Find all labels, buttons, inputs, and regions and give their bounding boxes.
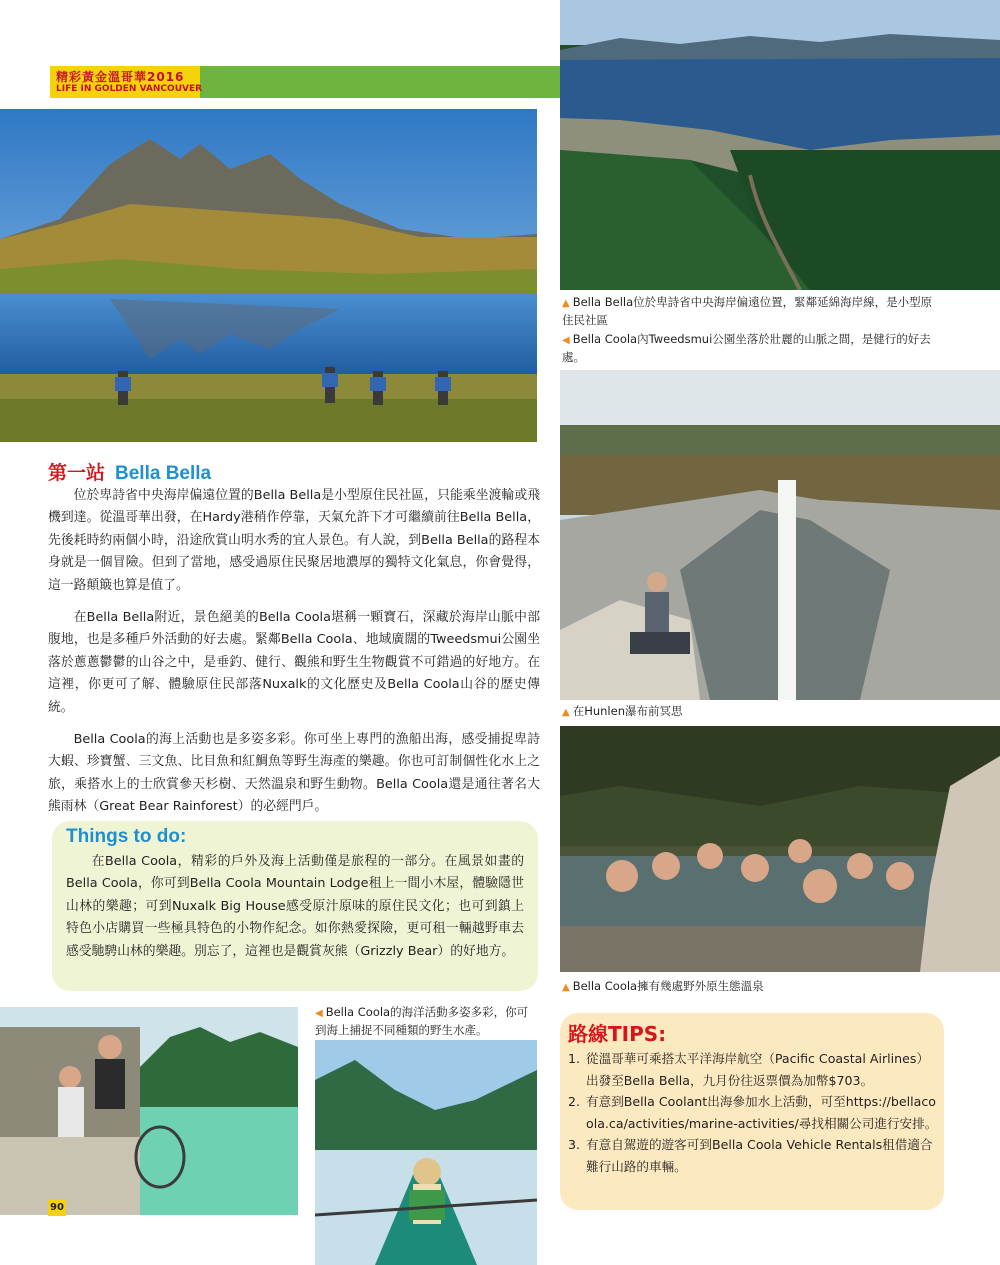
triangle-left-icon: ◀ xyxy=(315,1008,323,1019)
magazine-title-en: LIFE IN GOLDEN VANCOUVER xyxy=(56,84,203,94)
boat-fishing-photo xyxy=(0,1007,298,1215)
magazine-title-cn: 精彩黃金溫哥華2016 xyxy=(56,70,185,84)
hotspring-photo xyxy=(560,726,1000,972)
triangle-up-icon: ▲ xyxy=(562,298,570,309)
caption-aerial: ▲ Bella Bella位於卑詩省中央海岸偏遠位置，緊鄰延綿海岸線，是小型原住民社區 xyxy=(562,295,933,327)
triangle-up-icon: ▲ xyxy=(562,707,570,718)
article-paragraph: Bella Coola的海上活動也是多姿多彩。你可坐上專門的漁船出海，感受捕捉卑詩大蝦、珍寶蟹、三文魚、比目魚和紅鯛魚等野生海產的樂趣。你也可訂制個性化水上之旅，乘搭水上的士欣賞參天杉樹、天然溫泉和野生動物。Bella Coola還是通往著名大熊雨林（Great Bear Rainforest）的必經門戶。 xyxy=(48,732,540,815)
caption-waterfall: ▲ 在Hunlen瀑布前冥思 xyxy=(562,704,683,718)
mountain-lake-photo xyxy=(0,109,537,442)
route-tips-title: 路線TIPS: xyxy=(568,1022,667,1046)
tip-item: 2. 有意到Bella Coolant出海參加水上活動，可至https://bellacoola.ca/activities/marine-activities/尋找相關公司進行安排。 xyxy=(568,1094,938,1131)
page-number: 90 xyxy=(48,1200,66,1216)
caption-park: ◀ Bella Coola內Tweedsmui公園坐落於壯麗的山脈之間，是健行的好去處。 xyxy=(562,332,931,364)
article-body xyxy=(48,485,540,819)
route-tips-list xyxy=(568,1048,938,1178)
article-paragraph: 在Bella Bella附近，景色絕美的Bella Coola堪稱一顆寶石，深藏於海岸山脈中部腹地，也是多種戶外活動的好去處。緊鄰Bella Coola、地域廣闊的Tweedsmui公園坐落於蔥蔥鬱鬱的山谷之中，是垂釣、健行、觀熊和野生生物觀賞不可錯過的好地方。在這裡，你更可了解、體驗原住民部落Nuxalk的文化歷史及Bella Coola山谷的歷史傳統。 xyxy=(48,610,540,715)
caption-ocean: ◀ Bella Coola的海洋活動多姿多彩，你可到海上捕捉不同種類的野生水產。 xyxy=(315,1005,529,1037)
waterfall-photo xyxy=(560,370,1000,700)
tip-item: 3. 有意自駕遊的遊客可到Bella Coola Vehicle Rentals租借適合難行山路的車輛。 xyxy=(568,1137,933,1174)
kayak-photo xyxy=(315,1040,537,1265)
triangle-up-icon: ▲ xyxy=(562,982,570,993)
section-title: 第一站 Bella Bella xyxy=(48,462,212,484)
things-to-do-body: 在Bella Coola，精彩的戶外及海上活動僅是旅程的一部分。在風景如畫的Bella Coola，你可到Bella Coola Mountain Lodge租上一間小木屋，體驗隱世山林的樂趣；可到Nuxalk Big House感受原汁原味的原住民文化；也可到鎮上特色小店購買一些極具特色的小物作紀念。如你熱愛探險，更可租一輛越野車去感受馳騁山林的樂趣。別忘了，這裡也是觀賞灰熊（Grizzly Bear）的好地方。 xyxy=(66,854,524,959)
triangle-left-icon: ◀ xyxy=(562,335,570,346)
article-paragraph: 位於卑詩省中央海岸偏遠位置的Bella Bella是小型原住民社區，只能乘坐渡輪或飛機到達。從溫哥華出發，在Hardy港稍作停靠，天氣允許下才可繼續前往Bella Bella，先後耗時約兩個小時，沿途欣賞山明水秀的宜人景色。有人說，到Bella Bella的路程本身就是一個冒險。但到了當地，感受過原住民聚居地濃厚的獨特文化氣息，你會覺得，這一路顛簸也算是值了。 xyxy=(48,488,540,593)
things-to-do-title: Things to do: xyxy=(66,826,187,847)
tip-item: 1. 從溫哥華可乘搭太平洋海岸航空（Pacific Coastal Airlines）出發至Bella Bella，九月份往返票價為加幣$703。 xyxy=(568,1051,930,1088)
caption-hotspring: ▲ Bella Coola擁有幾處野外原生態溫泉 xyxy=(562,979,764,993)
aerial-coast-photo xyxy=(560,0,1000,290)
